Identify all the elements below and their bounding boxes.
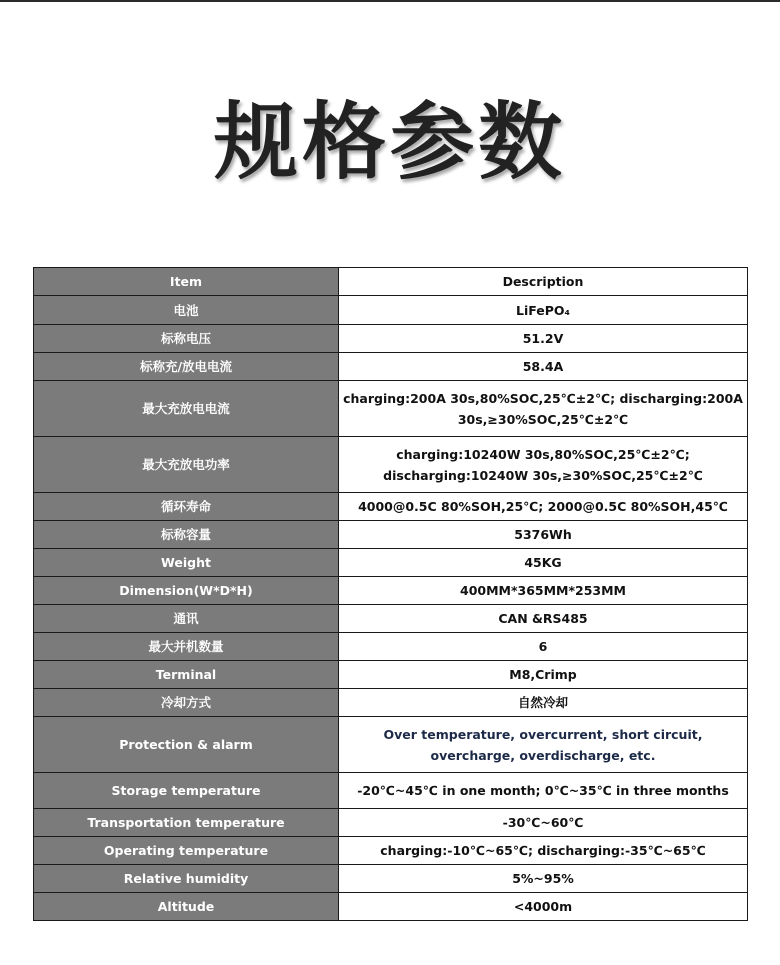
- table-row: [34, 549, 748, 577]
- table-row: [34, 809, 748, 837]
- table-row: [34, 493, 748, 521]
- row-description: 51.2V: [339, 325, 748, 353]
- row-description: 5376Wh: [339, 521, 748, 549]
- table-row: [34, 893, 748, 921]
- row-description: Over temperature, overcurrent, short circuit, overcharge, overdischarge, etc.: [339, 717, 748, 773]
- row-description: 45KG: [339, 549, 748, 577]
- table-row: [34, 717, 748, 773]
- header-item: Item: [34, 268, 339, 296]
- row-item-label: 标称充/放电电流: [34, 353, 339, 381]
- row-description: -20℃~45℃ in one month; 0℃~35℃ in three months: [339, 773, 748, 809]
- row-item-label: Weight: [34, 549, 339, 577]
- table-row: [34, 605, 748, 633]
- row-item-label: Dimension(W*D*H): [34, 577, 339, 605]
- table-header-row: [34, 268, 748, 296]
- table-row: [34, 865, 748, 893]
- row-item-label: 循环寿命: [34, 493, 339, 521]
- row-item-label: 最大充放电电流: [34, 381, 339, 437]
- row-item-label: 最大充放电功率: [34, 437, 339, 493]
- row-item-label: 冷却方式: [34, 689, 339, 717]
- row-item-label: Relative humidity: [34, 865, 339, 893]
- table-row: [34, 773, 748, 809]
- row-description: CAN &RS485: [339, 605, 748, 633]
- table-row: [34, 521, 748, 549]
- row-description: 58.4A: [339, 353, 748, 381]
- row-description: M8,Crimp: [339, 661, 748, 689]
- table-row: [34, 577, 748, 605]
- row-description: <4000m: [339, 893, 748, 921]
- row-description: charging:10240W 30s,80%SOC,25℃±2℃; discharging:10240W 30s,≥30%SOC,25℃±2℃: [339, 437, 748, 493]
- table-row: [34, 381, 748, 437]
- row-item-label: Operating temperature: [34, 837, 339, 865]
- row-description: 6: [339, 633, 748, 661]
- page-title: 规格参数: [213, 93, 566, 191]
- row-description: LiFePO₄: [339, 296, 748, 325]
- table-row: [34, 689, 748, 717]
- row-description: 4000@0.5C 80%SOH,25℃; 2000@0.5C 80%SOH,45℃: [339, 493, 748, 521]
- row-description: -30℃~60℃: [339, 809, 748, 837]
- table-row: [34, 437, 748, 493]
- row-description: 5%~95%: [339, 865, 748, 893]
- top-divider: [0, 0, 780, 2]
- row-item-label: 标称容量: [34, 521, 339, 549]
- header-description: Description: [339, 268, 748, 296]
- table-row: [34, 633, 748, 661]
- row-item-label: 通讯: [34, 605, 339, 633]
- row-description: 400MM*365MM*253MM: [339, 577, 748, 605]
- table-row: [34, 661, 748, 689]
- table-row: [34, 353, 748, 381]
- spec-table: [33, 267, 748, 921]
- row-description: charging:200A 30s,80%SOC,25℃±2℃; discharging:200A 30s,≥30%SOC,25℃±2℃: [339, 381, 748, 437]
- row-item-label: 电池: [34, 296, 339, 325]
- table-row: [34, 325, 748, 353]
- row-item-label: Terminal: [34, 661, 339, 689]
- row-item-label: Storage temperature: [34, 773, 339, 809]
- row-item-label: Protection & alarm: [34, 717, 339, 773]
- table-row: [34, 296, 748, 325]
- row-item-label: Altitude: [34, 893, 339, 921]
- row-description: 自然冷却: [339, 689, 748, 717]
- row-item-label: 最大并机数量: [34, 633, 339, 661]
- row-description: charging:-10℃~65℃; discharging:-35℃~65℃: [339, 837, 748, 865]
- table-row: [34, 837, 748, 865]
- row-item-label: 标称电压: [34, 325, 339, 353]
- row-item-label: Transportation temperature: [34, 809, 339, 837]
